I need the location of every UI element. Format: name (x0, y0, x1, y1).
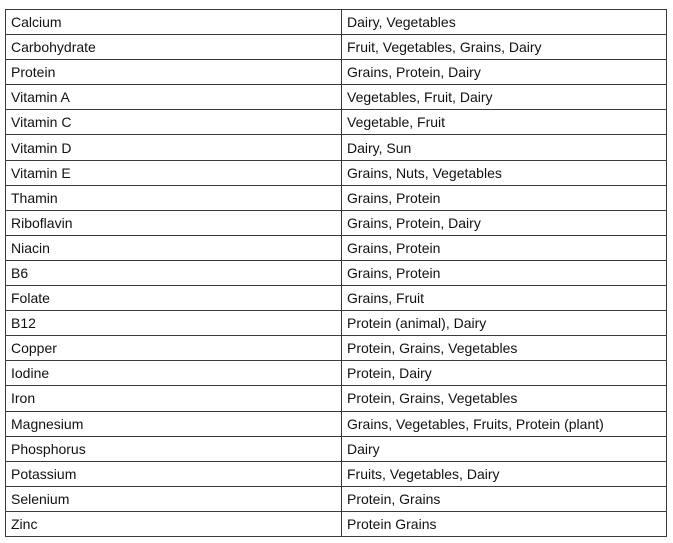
table-row (6, 286, 667, 311)
food-sources-cell: Vegetables, Fruit, Dairy (342, 85, 667, 110)
food-sources-cell: Grains, Vegetables, Fruits, Protein (plant) (342, 411, 667, 436)
food-sources-cell: Protein, Grains (342, 486, 667, 511)
food-sources-cell: Grains, Protein (342, 260, 667, 285)
table-row (6, 210, 667, 235)
food-sources-cell: Vegetable, Fruit (342, 110, 667, 135)
nutrient-cell: Niacin (6, 235, 342, 260)
table-body (6, 10, 667, 537)
food-sources-cell: Dairy, Vegetables (342, 10, 667, 35)
nutrient-cell: Iodine (6, 361, 342, 386)
nutrient-cell: Phosphorus (6, 436, 342, 461)
food-sources-cell: Dairy (342, 436, 667, 461)
food-sources-cell: Fruits, Vegetables, Dairy (342, 461, 667, 486)
table-row (6, 160, 667, 185)
food-sources-cell: Grains, Protein (342, 185, 667, 210)
nutrient-cell: Riboflavin (6, 210, 342, 235)
table-row (6, 386, 667, 411)
food-sources-cell: Protein Grains (342, 511, 667, 536)
table-row (6, 110, 667, 135)
nutrient-cell: Iron (6, 386, 342, 411)
table-row (6, 411, 667, 436)
table-row (6, 35, 667, 60)
table-row (6, 311, 667, 336)
table-row (6, 10, 667, 35)
table-row (6, 260, 667, 285)
food-sources-cell: Protein, Dairy (342, 361, 667, 386)
table-row (6, 436, 667, 461)
nutrient-cell: Copper (6, 336, 342, 361)
nutrient-cell: Selenium (6, 486, 342, 511)
nutrient-cell: B6 (6, 260, 342, 285)
food-sources-cell: Grains, Fruit (342, 286, 667, 311)
table-row (6, 486, 667, 511)
table-row (6, 185, 667, 210)
nutrient-cell: Folate (6, 286, 342, 311)
food-sources-cell: Grains, Nuts, Vegetables (342, 160, 667, 185)
food-sources-cell: Grains, Protein (342, 235, 667, 260)
nutrient-cell: Carbohydrate (6, 35, 342, 60)
food-sources-cell: Protein, Grains, Vegetables (342, 336, 667, 361)
food-sources-cell: Fruit, Vegetables, Grains, Dairy (342, 35, 667, 60)
table-row (6, 361, 667, 386)
nutrient-cell: Protein (6, 60, 342, 85)
table-row (6, 135, 667, 160)
table-row (6, 511, 667, 536)
nutrient-cell: Vitamin A (6, 85, 342, 110)
nutrient-cell: Zinc (6, 511, 342, 536)
nutrient-cell: Magnesium (6, 411, 342, 436)
food-sources-cell: Protein, Grains, Vegetables (342, 386, 667, 411)
food-sources-cell: Dairy, Sun (342, 135, 667, 160)
nutrient-cell: Vitamin D (6, 135, 342, 160)
table-row (6, 235, 667, 260)
nutrient-cell: Vitamin C (6, 110, 342, 135)
food-sources-cell: Grains, Protein, Dairy (342, 60, 667, 85)
nutrient-sources-table (5, 9, 667, 537)
table-row (6, 461, 667, 486)
food-sources-cell: Grains, Protein, Dairy (342, 210, 667, 235)
table-row (6, 60, 667, 85)
food-sources-cell: Protein (animal), Dairy (342, 311, 667, 336)
nutrient-cell: Thamin (6, 185, 342, 210)
nutrient-cell: Potassium (6, 461, 342, 486)
nutrient-cell: Vitamin E (6, 160, 342, 185)
table-row (6, 336, 667, 361)
table-row (6, 85, 667, 110)
nutrient-cell: Calcium (6, 10, 342, 35)
nutrient-cell: B12 (6, 311, 342, 336)
